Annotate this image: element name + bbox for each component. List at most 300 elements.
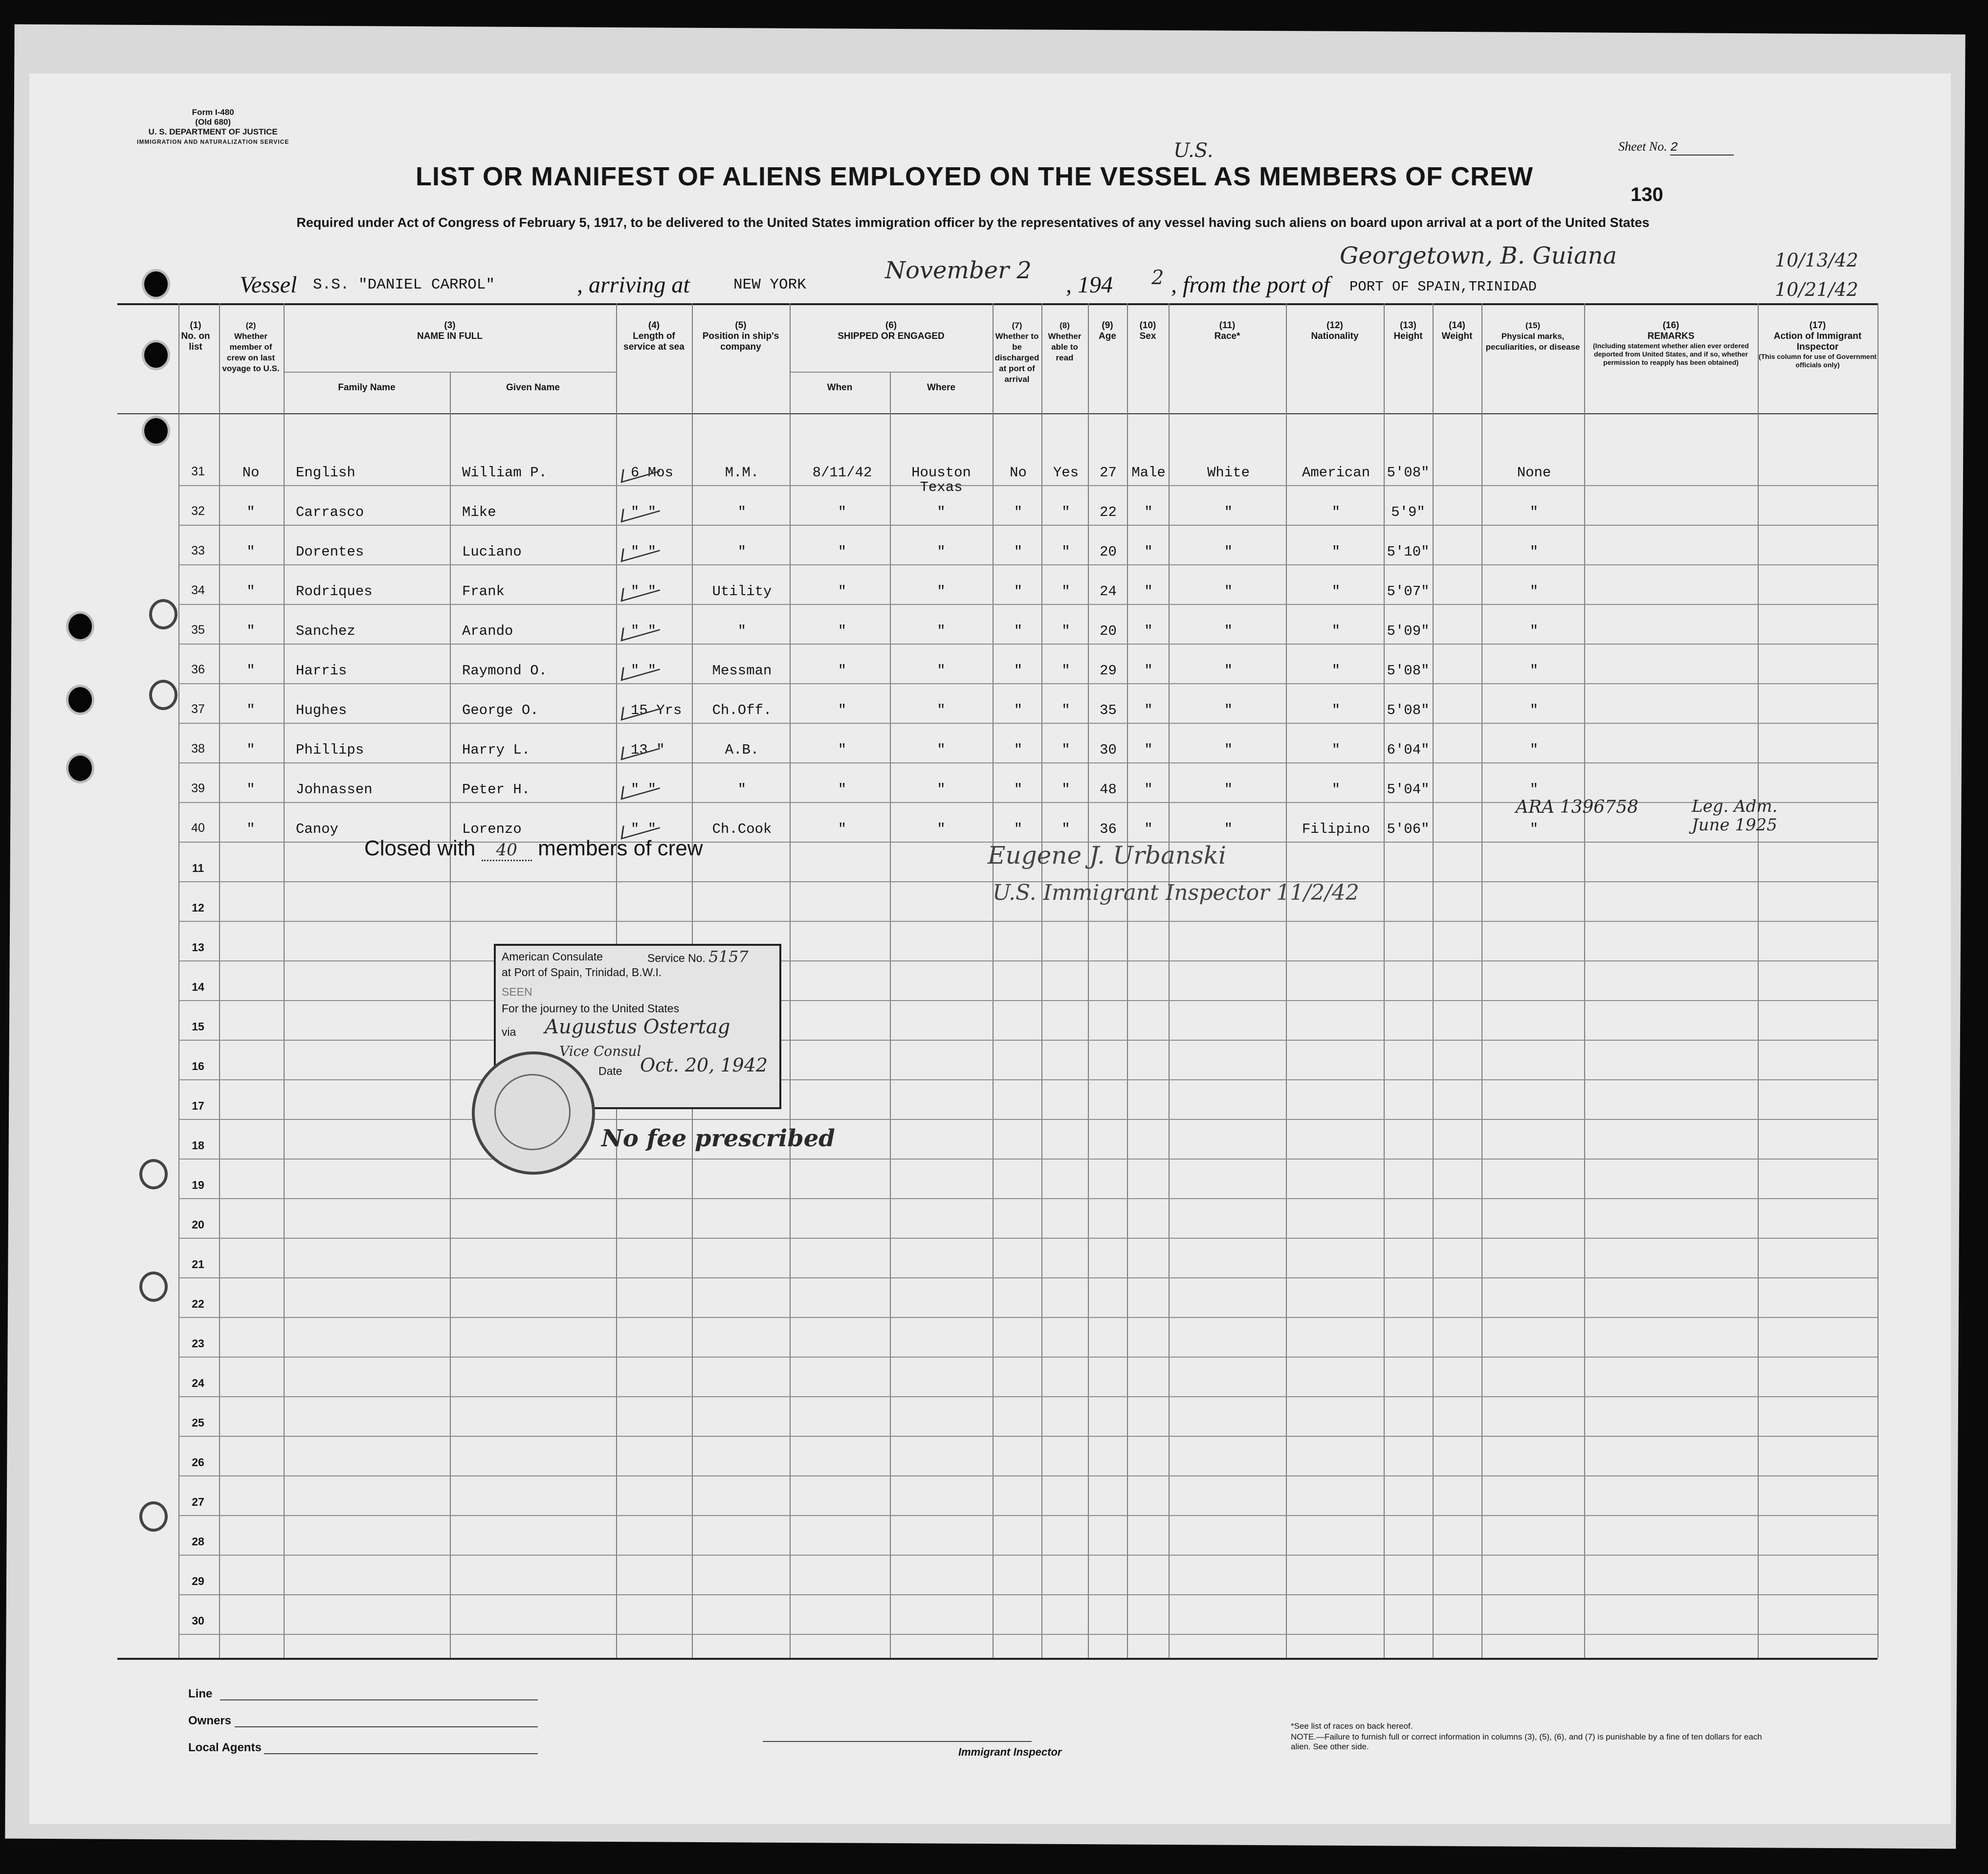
cell-nationality: "	[1331, 781, 1341, 798]
inspector-sign-rule	[763, 1741, 1032, 1742]
cell-given: Peter H.	[462, 781, 530, 798]
col-header-length-service: (4) Length of service at sea	[623, 320, 685, 352]
cell-when: "	[838, 663, 847, 679]
cell-service: " "	[631, 623, 657, 639]
row-number: 12	[192, 901, 204, 914]
row-rule	[178, 1277, 1878, 1278]
vessel-name: S.S. "DANIEL CARROL"	[313, 276, 495, 293]
col-header-name: (3) NAME IN FULL	[417, 320, 483, 341]
consulate-vice: Vice Consul	[559, 1043, 641, 1059]
punch-hole-icon	[149, 599, 177, 629]
cell-sex: "	[1144, 821, 1153, 837]
row-number: 19	[192, 1179, 204, 1191]
footer-agents-label: Local Agents	[188, 1741, 262, 1754]
cell-prev: "	[246, 544, 255, 560]
cell-sex: "	[1144, 583, 1153, 600]
row-rule	[178, 960, 1878, 961]
punch-hole-icon	[142, 340, 170, 370]
cell-discharge: "	[1014, 544, 1023, 560]
cell-marks: "	[1529, 583, 1539, 600]
from-port-typed: PORT OF SPAIN,TRINIDAD	[1349, 279, 1537, 295]
cell-where: "	[937, 623, 946, 639]
cell-discharge: "	[1014, 821, 1023, 837]
punch-hole-icon	[142, 416, 170, 446]
row-rule	[178, 921, 1878, 922]
cell-given: Harry L.	[462, 742, 530, 758]
col-header-weight: (14) Weight	[1441, 320, 1473, 341]
form-number: Form I-480	[192, 108, 234, 117]
col-header-action: (17) Action of Immigrant Inspector (This column for use of Government officials only)	[1758, 320, 1877, 369]
cell-family: Phillips	[296, 742, 364, 758]
margin-date-1: 10/13/42	[1775, 249, 1858, 271]
row-rule	[178, 1119, 1878, 1120]
cell-no: 35	[191, 623, 205, 637]
col-header-nationality: (12) Nationality	[1311, 320, 1359, 341]
cell-no: 36	[191, 663, 205, 676]
row-number: 23	[192, 1337, 204, 1350]
cell-when: "	[838, 583, 847, 600]
cell-where-2: Texas	[920, 479, 963, 495]
cell-position: "	[737, 504, 747, 520]
row-number: 21	[192, 1258, 204, 1271]
page-title: LIST OR MANIFEST OF ALIENS EMPLOYED ON THE VESSEL AS MEMBERS OF CREW	[416, 162, 1534, 191]
row-number: 11	[192, 862, 204, 874]
cell-service: " "	[631, 583, 657, 600]
cell-marks: "	[1529, 702, 1539, 718]
cell-when: "	[838, 623, 847, 639]
stamp-number: 130	[1631, 184, 1663, 205]
cell-race: White	[1207, 465, 1250, 481]
remarks-handwriting: ARA 1396758	[1516, 797, 1638, 817]
cell-age: 35	[1100, 702, 1117, 718]
row-rule	[178, 723, 1878, 724]
cell-given: Raymond O.	[462, 663, 548, 679]
cell-discharge: "	[1014, 623, 1023, 639]
cell-race: "	[1224, 583, 1233, 600]
department-name: U. S. DEPARTMENT OF JUSTICE	[148, 127, 278, 136]
row-rule	[178, 1396, 1878, 1397]
consulate-seal-icon	[472, 1051, 595, 1175]
col-header-race: (11) Race*	[1214, 320, 1240, 341]
footer-line-label: Line	[188, 1687, 213, 1700]
closed-prefix: Closed with	[364, 836, 476, 860]
cell-when: 8/11/42	[812, 465, 872, 481]
col-header-sex: (10) Sex	[1139, 320, 1156, 341]
consulate-date-label: Date	[598, 1065, 622, 1077]
cell-marks: "	[1529, 742, 1539, 758]
consulate-via: via	[502, 1026, 516, 1038]
cell-discharge: "	[1014, 781, 1023, 798]
cell-position: A.B.	[725, 742, 759, 758]
cell-position: Messman	[712, 663, 772, 679]
table-top-rule	[117, 303, 1878, 305]
margin-date-2: 10/21/42	[1775, 279, 1858, 300]
cell-read: "	[1061, 821, 1070, 837]
table-bottom-rule	[117, 1658, 1878, 1660]
vessel-label: Vessel	[240, 272, 297, 298]
column-rule	[790, 303, 791, 1658]
row-rule	[178, 604, 1878, 605]
col-header-prev-voyage: (2) Whether member of crew on last voyage to U.S.	[222, 321, 280, 373]
punch-hole-icon	[66, 685, 94, 715]
cell-prev: "	[246, 504, 255, 520]
cell-age: 20	[1100, 623, 1117, 639]
cell-no: 38	[191, 742, 205, 756]
cell-service: " "	[631, 663, 657, 679]
punch-hole-icon	[66, 611, 94, 642]
cell-service: " "	[631, 504, 657, 520]
cell-where: "	[937, 821, 946, 837]
cell-height: 5'07"	[1387, 583, 1430, 600]
cell-marks: "	[1529, 623, 1539, 639]
row-rule	[178, 1436, 1878, 1437]
cell-where: "	[937, 544, 946, 560]
cell-family: Hughes	[296, 702, 347, 718]
row-rule	[178, 1555, 1878, 1556]
cell-nationality: "	[1331, 702, 1341, 718]
cell-no: 33	[191, 544, 205, 558]
closed-with-line	[364, 836, 703, 861]
cell-read: "	[1061, 583, 1070, 600]
cell-race: "	[1224, 742, 1233, 758]
row-number: 25	[192, 1416, 204, 1429]
cell-read: "	[1061, 544, 1070, 560]
cell-position: "	[737, 623, 747, 639]
punch-hole-icon	[139, 1501, 168, 1532]
cell-no: 37	[191, 702, 205, 716]
cell-position: Ch.Off.	[712, 702, 772, 718]
cell-given: Lorenzo	[462, 821, 522, 837]
col-header-when: When	[827, 382, 853, 393]
cell-prev: "	[246, 742, 255, 758]
cell-discharge: "	[1014, 504, 1023, 520]
col-header-read: (8) Whether able to read	[1048, 321, 1082, 362]
cell-sex: "	[1144, 623, 1153, 639]
arrival-port: NEW YORK	[733, 276, 806, 293]
cell-prev: "	[246, 702, 255, 718]
row-rule	[178, 1079, 1878, 1080]
year-prefix: , 194	[1066, 272, 1113, 298]
cell-prev: "	[246, 821, 255, 837]
consulate-service: Service No. 5157	[647, 947, 749, 966]
cell-read: "	[1061, 702, 1070, 718]
no-fee-note: No fee prescribed	[601, 1125, 835, 1152]
cell-where: "	[937, 702, 946, 718]
cell-marks: "	[1529, 781, 1539, 798]
cell-nationality: "	[1331, 504, 1341, 520]
cell-age: 48	[1100, 781, 1117, 798]
cell-race: "	[1224, 702, 1233, 718]
cell-discharge: "	[1014, 583, 1023, 600]
column-rule	[1433, 303, 1434, 1658]
cell-race: "	[1224, 781, 1233, 798]
column-rule	[1127, 303, 1128, 1658]
row-rule	[178, 564, 1878, 565]
cell-where: "	[937, 742, 946, 758]
row-rule	[178, 1238, 1878, 1239]
column-rule	[993, 303, 994, 1658]
col-header-physical-marks: (15) Physical marks, peculiarities, or disease	[1485, 321, 1580, 352]
cell-sex: "	[1144, 544, 1153, 560]
cell-read: "	[1061, 623, 1070, 639]
cell-where: Houston	[911, 465, 971, 481]
cell-prev: "	[246, 583, 255, 600]
cell-position: "	[737, 544, 747, 560]
col-header-given-name: Given Name	[506, 382, 560, 393]
column-rule	[1584, 303, 1585, 1658]
column-rule	[1169, 303, 1170, 1658]
cell-marks: "	[1529, 663, 1539, 679]
cell-sex: "	[1144, 504, 1153, 520]
cell-height: 5'08"	[1387, 663, 1430, 679]
inspector-title: U.S. Immigrant Inspector 11/2/42	[993, 880, 1359, 905]
cell-given: William P.	[462, 465, 548, 481]
cell-nationality: Filipino	[1302, 821, 1370, 837]
cell-position: "	[737, 781, 747, 798]
row-rule	[178, 485, 1878, 486]
cell-family: Harris	[296, 663, 347, 679]
row-rule	[178, 1515, 1878, 1516]
form-identifier	[137, 108, 289, 147]
row-number: 17	[192, 1099, 204, 1112]
cell-discharge: "	[1014, 663, 1023, 679]
cell-family: Rodriques	[296, 583, 373, 600]
punch-hole-icon	[139, 1272, 168, 1302]
cell-age: 36	[1100, 821, 1117, 837]
arriving-label: , arriving at	[577, 272, 690, 298]
cell-when: "	[838, 821, 847, 837]
cell-age: 20	[1100, 544, 1117, 560]
cell-when: "	[838, 742, 847, 758]
row-rule	[178, 1475, 1878, 1476]
row-number: 26	[192, 1456, 204, 1469]
row-rule	[178, 762, 1878, 763]
row-number: 22	[192, 1297, 204, 1310]
from-port-handwritten: Georgetown, B. Guiana	[1340, 242, 1617, 269]
cell-height: 5'08"	[1387, 702, 1430, 718]
column-rule	[1286, 303, 1287, 1658]
col-header-no: (1) No. on list	[181, 320, 210, 352]
cell-marks: None	[1517, 465, 1551, 481]
cell-where: "	[937, 583, 946, 600]
year-hand: 2	[1151, 267, 1164, 289]
cell-sex: "	[1144, 742, 1153, 758]
cell-no: 40	[191, 821, 205, 835]
row-rule	[178, 1000, 1878, 1001]
row-number: 16	[192, 1060, 204, 1072]
column-rule	[1088, 303, 1089, 1658]
cell-family: Sanchez	[296, 623, 355, 639]
cell-no: 31	[191, 465, 205, 478]
cell-where: "	[937, 663, 946, 679]
column-rule	[1041, 303, 1042, 1658]
cell-race: "	[1224, 663, 1233, 679]
cell-height: 5'06"	[1387, 821, 1430, 837]
cell-nationality: "	[1331, 623, 1341, 639]
column-rule	[1758, 303, 1759, 1658]
col-header-height: (13) Height	[1393, 320, 1423, 341]
cell-sex: "	[1144, 781, 1153, 798]
row-rule	[178, 1317, 1878, 1318]
cell-marks: "	[1529, 504, 1539, 520]
cell-marks: "	[1529, 544, 1539, 560]
col-header-where: Where	[927, 382, 956, 393]
cell-read: Yes	[1053, 465, 1079, 481]
cell-nationality: "	[1331, 544, 1341, 560]
footer-note-penalty: NOTE.—Failure to furnish full or correct information in columns (3), (5), (6), and (7) is punishable by a fine of ten dollars for each alien. See other side.	[1291, 1732, 1762, 1751]
sheet-number	[1618, 139, 1734, 156]
cell-age: 27	[1100, 465, 1117, 481]
cell-family: Carrasco	[296, 504, 364, 520]
title-insert-handwriting: U.S.	[1173, 139, 1214, 162]
cell-nationality: American	[1302, 465, 1370, 481]
cell-service: " "	[631, 544, 657, 560]
row-rule	[178, 525, 1878, 526]
cell-age: 24	[1100, 583, 1117, 600]
sheet-value: 2	[1670, 140, 1734, 156]
cell-age: 29	[1100, 663, 1117, 679]
col-header-family-name: Family Name	[338, 382, 396, 393]
row-number: 29	[192, 1575, 204, 1587]
cell-discharge: "	[1014, 702, 1023, 718]
manifest-page	[29, 73, 1951, 1824]
cell-height: 5'08"	[1387, 465, 1430, 481]
cell-when: "	[838, 702, 847, 718]
row-number: 20	[192, 1218, 204, 1231]
cell-sex: "	[1144, 663, 1153, 679]
table-header-rule	[117, 413, 1878, 414]
row-number: 24	[192, 1377, 204, 1389]
cell-nationality: "	[1331, 742, 1341, 758]
cell-when: "	[838, 781, 847, 798]
col-header-discharged: (7) Whether to be discharged at port of arrival	[994, 321, 1039, 384]
cell-given: Frank	[462, 583, 505, 600]
cell-race: "	[1224, 623, 1233, 639]
cell-position: M.M.	[725, 465, 759, 481]
consulate-date: Oct. 20, 1942	[640, 1054, 768, 1076]
cell-read: "	[1061, 781, 1070, 798]
footer-note-races: *See list of races on back hereof.	[1291, 1721, 1413, 1731]
inspector-signature: Eugene J. Urbanski	[988, 841, 1226, 870]
cell-race: "	[1224, 821, 1233, 837]
cell-sex: Male	[1131, 465, 1166, 481]
shipped-subheader-rule	[790, 372, 993, 373]
cell-service: 15 Yrs	[631, 702, 682, 718]
row-number: 13	[192, 941, 204, 954]
row-rule	[178, 644, 1878, 645]
cell-height: 5'10"	[1387, 544, 1430, 560]
cell-service: 6 Mos	[631, 465, 674, 481]
cell-no: 34	[191, 583, 205, 597]
cell-family: Canoy	[296, 821, 339, 837]
cell-height: 6'04"	[1387, 742, 1430, 758]
cell-race: "	[1224, 544, 1233, 560]
punch-hole-icon	[142, 269, 170, 299]
cell-age: 22	[1100, 504, 1117, 520]
footer-agents-rule	[264, 1753, 538, 1754]
cell-given: Arando	[462, 623, 513, 639]
page-subtitle: Required under Act of Congress of February 5, 1917, to be delivered to the United States immigration officer by the representatives of any vessel having such aliens on board upon arrival at a port of the United States	[296, 215, 1650, 230]
form-old-number: (Old 680)	[195, 117, 231, 127]
consulate-signature: Augustus Ostertag	[545, 1016, 730, 1038]
cell-service: " "	[631, 821, 657, 837]
cell-height: 5'04"	[1387, 781, 1430, 798]
cell-prev: No	[242, 465, 260, 481]
cell-when: "	[838, 504, 847, 520]
column-rule	[284, 303, 285, 1658]
col-header-shipped: (6) SHIPPED OR ENGAGED	[838, 320, 945, 341]
row-rule	[178, 683, 1878, 684]
footer-owners-rule	[235, 1726, 538, 1727]
action-handwriting: Leg. Adm. June 1925	[1692, 797, 1778, 835]
cell-when: "	[838, 544, 847, 560]
cell-no: 39	[191, 781, 205, 795]
service-name: IMMIGRATION AND NATURALIZATION SERVICE	[137, 138, 289, 145]
cell-prev: "	[246, 781, 255, 798]
consulate-name: American Consulate	[502, 950, 603, 963]
cell-family: English	[296, 465, 355, 481]
closed-suffix: members of crew	[538, 836, 703, 860]
cell-position: Utility	[712, 583, 772, 600]
row-number: 18	[192, 1139, 204, 1152]
row-number: 30	[192, 1614, 204, 1627]
consulate-journey: For the journey to the United States	[502, 1002, 680, 1015]
cell-given: Luciano	[462, 544, 522, 560]
cell-no: 32	[191, 504, 205, 518]
row-number: 28	[192, 1535, 204, 1548]
arrival-date: November 2	[885, 257, 1032, 284]
row-rule	[178, 1198, 1878, 1199]
cell-sex: "	[1144, 702, 1153, 718]
cell-given: George O.	[462, 702, 539, 718]
row-rule	[178, 1040, 1878, 1041]
cell-prev: "	[246, 623, 255, 639]
cell-service: 13 "	[631, 742, 665, 758]
column-rule	[1481, 303, 1482, 1658]
consulate-location: at Port of Spain, Trinidad, B.W.I.	[502, 966, 662, 979]
row-rule	[178, 1159, 1878, 1160]
cell-age: 30	[1100, 742, 1117, 758]
cell-height: 5'09"	[1387, 623, 1430, 639]
row-number: 14	[192, 981, 204, 993]
row-rule	[178, 1357, 1878, 1358]
cell-family: Johnassen	[296, 781, 373, 798]
row-number: 27	[192, 1495, 204, 1508]
closed-count: 40	[482, 840, 532, 861]
cell-nationality: "	[1331, 663, 1341, 679]
cell-service: " "	[631, 781, 657, 798]
col-header-age: (9) Age	[1099, 320, 1116, 341]
cell-prev: "	[246, 663, 255, 679]
cell-height: 5'9"	[1391, 504, 1425, 520]
from-port-label: , from the port of	[1171, 272, 1330, 298]
cell-discharge: No	[1010, 465, 1027, 481]
cell-read: "	[1061, 742, 1070, 758]
punch-hole-icon	[66, 753, 94, 783]
cell-read: "	[1061, 663, 1070, 679]
cell-discharge: "	[1014, 742, 1023, 758]
col-header-remarks: (16) REMARKS (Including statement whether alien ever ordered deported from United States, and if so, whether permission to reapply has been obtained)	[1593, 320, 1749, 366]
cell-position: Ch.Cook	[712, 821, 772, 837]
cell-given: Mike	[462, 504, 496, 520]
cell-where: "	[937, 781, 946, 798]
sheet-label: Sheet No.	[1618, 139, 1667, 154]
cell-marks: "	[1529, 821, 1539, 837]
punch-hole-icon	[139, 1159, 168, 1189]
footer-line-rule	[220, 1699, 538, 1700]
footer-inspector-label: Immigrant Inspector	[958, 1746, 1062, 1758]
row-number: 15	[192, 1020, 204, 1033]
